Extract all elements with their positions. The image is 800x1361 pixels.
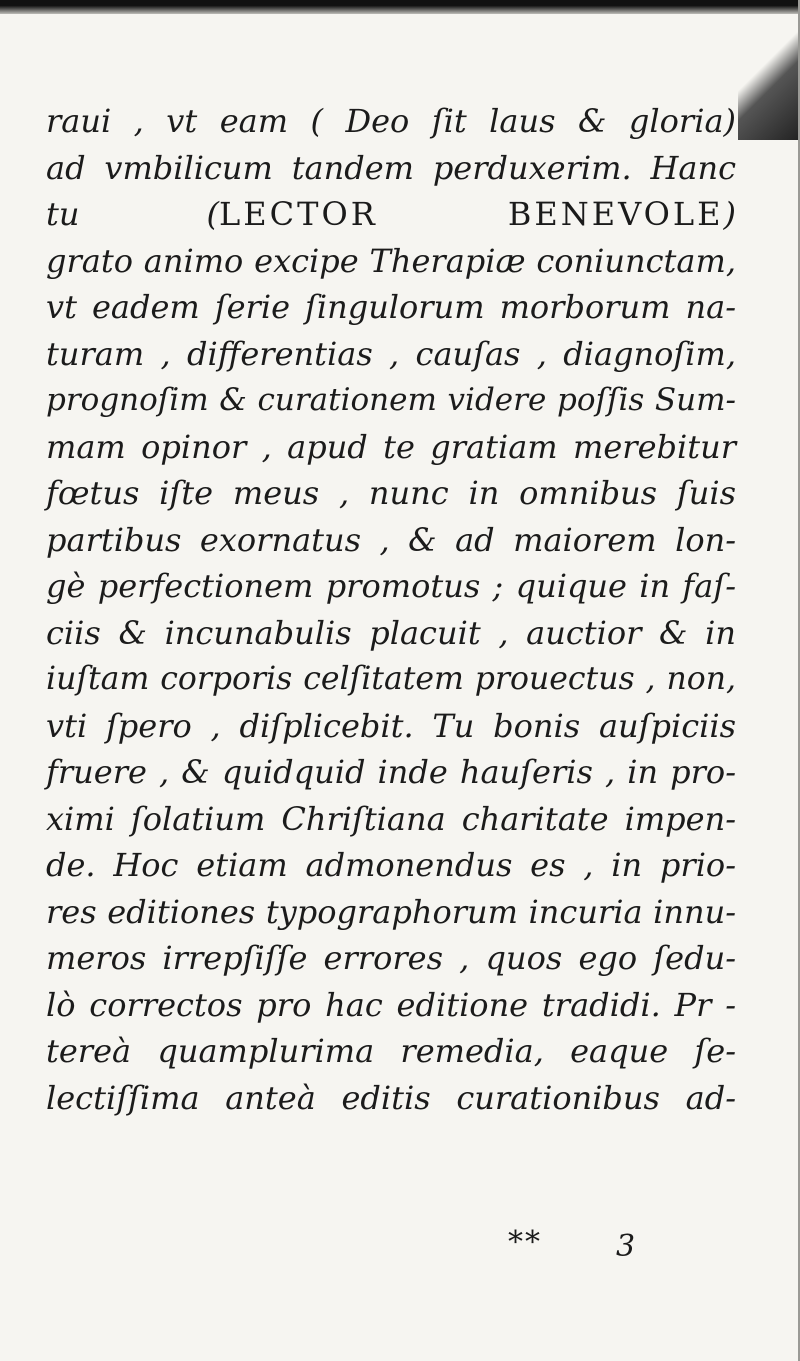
text-line-1: raui , vt eam ( Deo ſit laus & gloria) [46,102,736,140]
text-line-14: vti ſpero , diſplicebit. Tu bonis auſpiciis [46,706,736,745]
text-line-19: meros irrepſiſſe errores , quos ego ſedu- [46,939,736,977]
text-line-4: grato animo excipe Therapiæ coniunctam, [46,241,736,280]
lector-benevole-caps: LECTOR BENEVOLE [219,195,724,233]
text-line-21: tereà quamplurima remedia, eaque ſe- [46,1032,736,1070]
text-line-5: vt eadem ſerie ſingulorum morborum na- [46,288,736,326]
signature-mark: ** [508,1225,542,1260]
page-footer [0,1225,800,1265]
scan-shadow-corner [738,0,800,140]
body-text [46,98,736,1121]
text-line-11: gè perfectionem promotus ; quique in faſ- [46,567,736,605]
text-line-22: lectiſſima anteà editis curationibus ad- [46,1078,736,1117]
lector-prefix: tu ( [46,195,220,233]
text-line-16: ximi ſolatium Chriſtiana charitate impen- [46,799,736,838]
text-line-17: de. Hoc etiam admonendus es , in prio- [46,846,736,884]
text-line-18: res editiones typographorum incuria innu- [46,892,736,931]
text-line-20: lò correctos pro hac editione tradidi. Pr - [46,985,736,1024]
text-line-9: fœtus iſte meus , nunc in omnibus ſuis [46,474,736,512]
scan-shadow-top [0,0,800,14]
text-line-12: ciis & incunabulis placuit , auctior & in [46,613,736,652]
text-line-10: partibus exornatus , & ad maiorem lon- [46,520,736,559]
text-line-8: mam opinor , apud te gratiam merebitur [46,427,736,466]
text-line-7: prognoſim & curationem videre poſſis Sum- [46,382,736,418]
lector-suffix: ) [723,195,737,233]
text-line-2: ad vmbilicum tandem perduxerim. Hanc [46,148,736,187]
text-line-15: fruere , & quidquid inde hauſeris , in pro- [46,753,736,791]
text-line-13: iuſtam corporis celſitatem prouectus , non, [46,661,736,697]
signature-number: 3 [616,1229,636,1264]
text-line-3-lector-benevole [46,191,736,238]
text-line-6: turam , differentias , cauſas , diagnoſim, [46,334,736,373]
